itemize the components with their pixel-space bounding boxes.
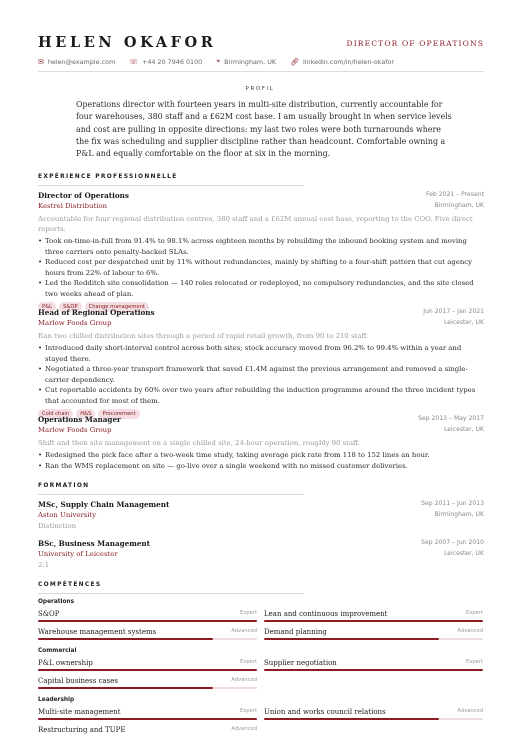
skill-level: Advanced [457, 708, 483, 714]
skill-level-fill [264, 669, 483, 671]
contact-location-text: Birmingham, UK [224, 57, 277, 66]
job-summary: Accountable for four regional distribution centres, 380 staff and a £62M annual cost base, reporting to the COO. Five direct reports. [38, 215, 473, 233]
skill-group-label: Operations [38, 599, 75, 605]
job-company: Kestrel Distribution [38, 202, 108, 210]
contact-location [216, 57, 276, 66]
skills-heading: COMPÉTENCES [38, 582, 102, 588]
job-entry [38, 308, 484, 419]
skill-item [264, 708, 483, 722]
contact-email[interactable] [38, 57, 115, 66]
skill-level-bar [38, 620, 257, 622]
skill-level-bar [264, 669, 483, 671]
job-title: Director of Operations [38, 191, 129, 200]
skill-level: Advanced [231, 628, 257, 634]
skill-name: Demand planning [264, 628, 327, 636]
skill-item [38, 659, 257, 673]
skill-name: Restructuring and TUPE [38, 726, 126, 734]
skill-name: Capital business cases [38, 677, 119, 685]
job-location: Birmingham, UK [434, 202, 484, 209]
degree-dates: Sep 2011 – Jun 2013 [421, 500, 484, 507]
skill-item [264, 610, 483, 624]
skill-level: Expert [466, 610, 483, 616]
job-summary: Shift and then site management on a single chilled site, 24-hour operation, roughly 90 staff. [38, 439, 360, 447]
header [38, 34, 484, 54]
skill-tag: P&L [38, 302, 56, 312]
job-bullet: • Ran the WMS replacement on site — go-live over a single weekend with no missed customer deliveries. [38, 461, 484, 472]
skill-tag: Procurement [98, 409, 139, 419]
skill-level-fill [38, 669, 257, 671]
degree-title: MSc, Supply Chain Management [38, 500, 170, 509]
job-title: Operations Manager [38, 415, 121, 424]
skill-name: Union and works council relations [264, 708, 386, 716]
school-name: University of Leicester [38, 550, 118, 558]
skill-tag: H&S [76, 409, 95, 419]
degree-grade: Distinction [38, 522, 77, 530]
skill-level: Expert [240, 659, 257, 665]
skill-name: Multi-site management [38, 708, 121, 716]
job-bullet: • Led the Redditch site consolidation — 140 roles relocated or redeployed, no compulsory redundancies, and the site closed two weeks ahead of plan. [38, 278, 484, 299]
skill-level-fill [38, 718, 257, 720]
contact-phone[interactable] [129, 57, 202, 66]
degree-grade: 2:1 [38, 561, 50, 569]
profile-heading: PROFIL [245, 86, 275, 92]
skill-level-bar [38, 669, 257, 671]
education-heading: FORMATION [38, 483, 90, 489]
school-location: Leicester, UK [444, 550, 484, 557]
job-bullet: • Negotiated a three-year transport framework that saved £1.4M against the previous arrangement and removed a single-carrier dependency. [38, 364, 484, 385]
job-location: Leicester, UK [444, 426, 484, 433]
skill-level: Expert [466, 659, 483, 665]
job-bullet: • Cut reportable accidents by 60% over two years after rebuilding the induction programme around the three incident types that accounted for most of them. [38, 385, 484, 406]
school-name: Aston University [38, 511, 97, 519]
job-bullets [38, 236, 484, 300]
phone-icon: ☏ [129, 57, 138, 66]
header-divider [38, 71, 484, 72]
job-company: Marlow Foods Group [38, 319, 112, 327]
contact-linkedin-text: linkedin.com/in/helen-okafor [302, 57, 395, 66]
skill-name: Supplier negotiation [264, 659, 337, 667]
degree-title: BSc, Business Management [38, 539, 150, 548]
skill-item [38, 708, 257, 722]
experience-divider [38, 185, 304, 186]
education-divider [38, 494, 304, 495]
skill-level: Advanced [231, 726, 257, 732]
school-location: Birmingham, UK [434, 511, 484, 518]
contact-linkedin[interactable] [290, 57, 394, 66]
skill-level: Advanced [457, 628, 483, 634]
skill-group-label: Leadership [38, 697, 75, 703]
skill-item [264, 628, 483, 642]
skills-divider [38, 593, 304, 594]
job-company: Marlow Foods Group [38, 426, 112, 434]
skill-level-bar [38, 718, 257, 720]
experience-heading: EXPÉRIENCE PROFESSIONNELLE [38, 174, 178, 180]
job-summary: Ran two chilled distribution sites through a period of rapid retail growth, from 90 to 210 staff. [38, 332, 369, 340]
skill-level-fill [38, 638, 213, 640]
link-icon: 🔗︎ [290, 57, 299, 66]
contact-email-text: helen@example.com [47, 57, 116, 66]
candidate-name: HELEN OKAFOR [38, 34, 217, 51]
skill-level: Advanced [231, 677, 257, 683]
skill-tag: Change management [85, 302, 149, 312]
skill-level-bar [38, 687, 257, 689]
skill-tag: S&OP [59, 302, 82, 312]
skill-level-bar [264, 638, 483, 640]
skill-level-bar [38, 638, 257, 640]
skill-level-bar [264, 620, 483, 622]
job-entry [38, 415, 484, 471]
job-location: Leicester, UK [444, 319, 484, 326]
contact-phone-text: +44 20 7946 0100 [141, 57, 203, 66]
skill-name: P&L ownership [38, 659, 93, 667]
contact-bar [38, 57, 408, 66]
education-entry [38, 500, 484, 530]
job-bullets [38, 343, 484, 407]
skill-name: S&OP [38, 610, 60, 618]
skill-item [264, 659, 483, 673]
skill-level-fill [264, 638, 439, 640]
job-bullet: • Introduced daily short-interval control across both sites; stock accuracy moved from 96.2% to 99.4% within a year and stayed there. [38, 343, 484, 364]
skill-level-fill [264, 620, 483, 622]
skill-level-bar [264, 718, 483, 720]
skill-item [38, 628, 257, 642]
job-role: DIRECTOR OF OPERATIONS [346, 39, 484, 48]
profile-summary: Operations director with fourteen years in multi-site distribution, currently accountable for four warehouses, 380 staff and a £62M cost base. I am usually brought in when service levels and cost are pulling in opposite directions: my last two roles were both turnarounds where the fix was scheduling and supplier discipline rather than headcount. Comfortable owning a P&L and equally comfortable on the floor at six in the morning. [76, 100, 452, 159]
job-dates: Sep 2013 – May 2017 [418, 415, 484, 422]
job-bullets [38, 450, 484, 471]
job-dates: Feb 2021 – Present [425, 191, 484, 198]
job-bullet: • Reduced cost per despatched unit by 11% without redundancies, mainly by shifting to a four-shift pattern that cut agency hours from 22% of labour to 6%. [38, 257, 484, 278]
skill-level: Expert [240, 610, 257, 616]
education-entry [38, 539, 484, 569]
skill-item [38, 726, 257, 735]
skill-level-fill [38, 687, 213, 689]
mail-icon: ✉ [38, 57, 44, 66]
job-title: Head of Regional Operations [38, 308, 155, 317]
job-entry [38, 191, 484, 312]
job-dates: Jun 2017 – Jan 2021 [423, 308, 484, 315]
skill-level-fill [264, 718, 439, 720]
skill-item [38, 677, 257, 691]
skill-item [38, 610, 257, 624]
job-bullet: • Took on-time-in-full from 91.4% to 98.1% across eighteen months by rebuilding the inbound booking system and moving three carriers onto penalty-backed SLAs. [38, 236, 484, 257]
job-bullet: • Redesigned the pick face after a two-week time study, taking average pick rate from 118 to 152 lines an hour. [38, 450, 484, 461]
location-pin-icon: ⌖ [216, 57, 221, 65]
skill-group-label: Commercial [38, 648, 77, 654]
skill-tag: Cold chain [38, 409, 73, 419]
skill-name: Lean and continuous improvement [264, 610, 388, 618]
skill-level: Expert [240, 708, 257, 714]
skill-level-fill [38, 620, 257, 622]
skill-name: Warehouse management systems [38, 628, 157, 636]
degree-dates: Sep 2007 – Jun 2010 [421, 539, 484, 546]
